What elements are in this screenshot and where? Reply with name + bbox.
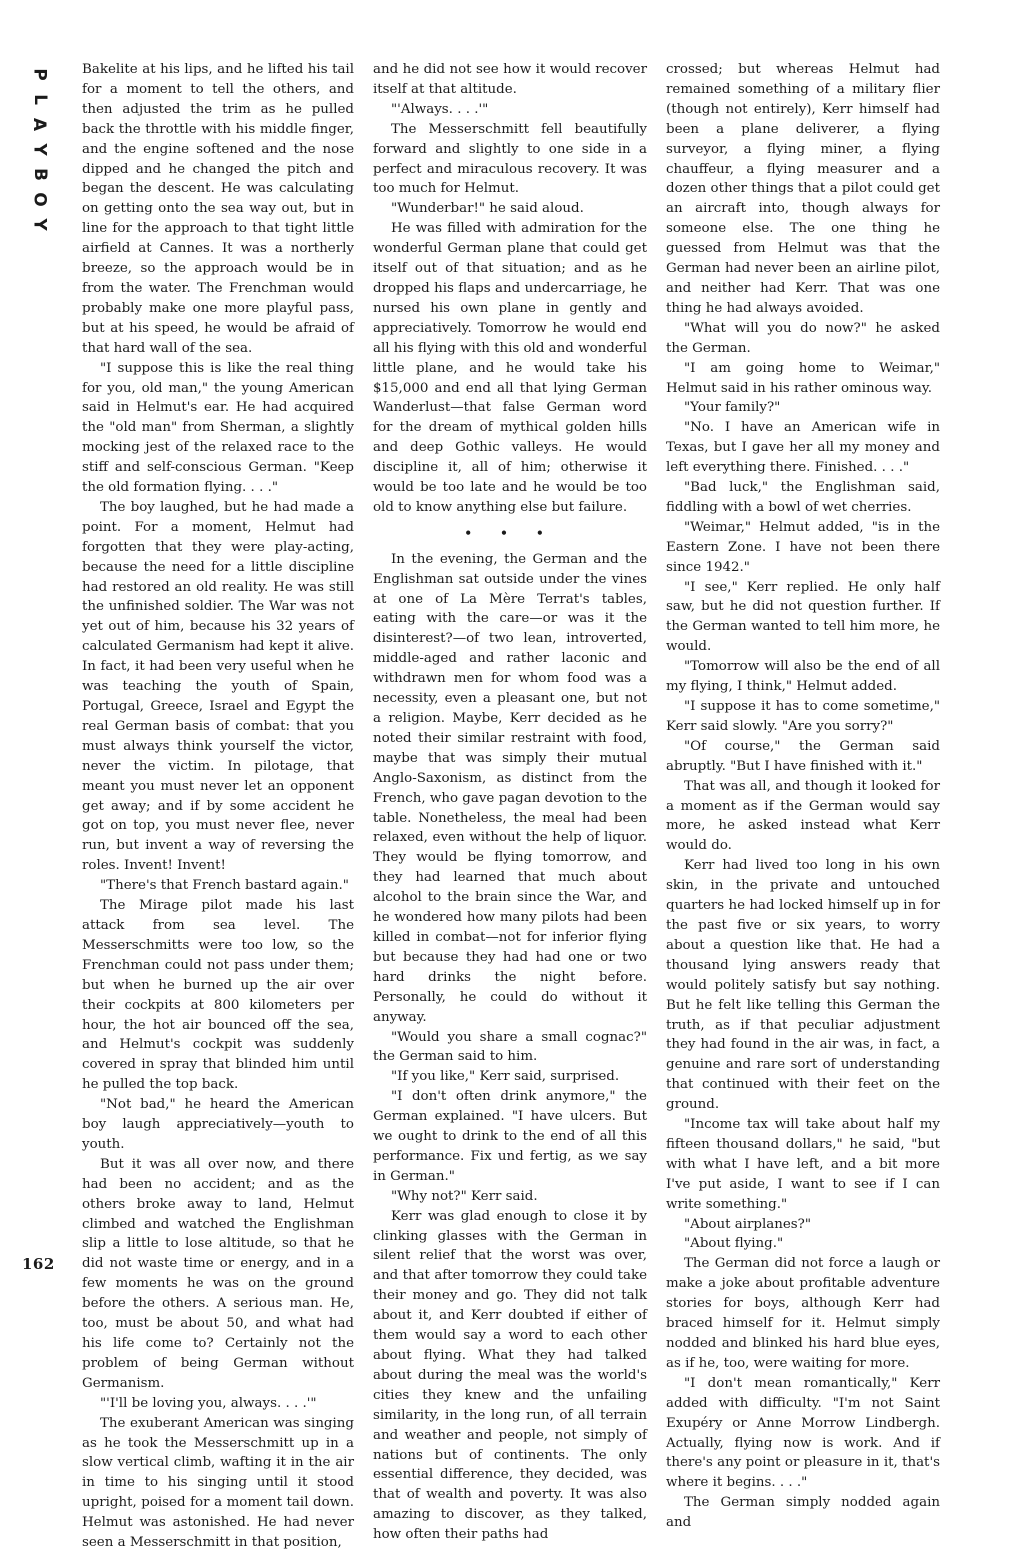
paragraph: "I am going home to Weimar," Helmut said in his rather ominous way. [666,360,940,396]
paragraph: In the evening, the German and the Englishman sat outside under the vines at one of La Mère Terrat's tables, eating with the care—or was it the disinterest?—of two lean, introverted, middle-aged and rather laconic and withdrawn men for whom food was a necessity, even a pleasant one, but not a religion. Maybe, Kerr decided as he noted their similar restraint with food, maybe that was simply their mutual Anglo-Saxonism, as distinct from the French, who gave pagan devotion to the table. Nonetheless, the meal had been relaxed, even without the help of liquor. They would be flying tomorrow, and they had learned that much about alcohol to the brain since the War, and he wondered how many pilots had been killed in combat—not for inferior flying but because they had had one or two hard drinks the night before. Personally, he could do without it anyway. [373,551,647,1025]
paragraph: The Mirage pilot made his last attack from sea level. The Messerschmitts were too low, so the Frenchman could not pass under them; but when he burned up the air over their cockpits at 800 kilometers per hour, the hot air bounced off the sea, and Helmut's cockpit was suddenly covered in spray that blinded him until he pulled the top back. [82,898,354,1093]
section-break: • • • [464,525,556,540]
text-column-2 [373,60,648,1543]
paragraph: "Wunderbar!" he said aloud. [391,201,584,217]
magazine-masthead [28,62,50,237]
paragraph: "Income tax will take about half my fifteen thousand dollars," he said, "but with what I have left, and a bit more I've put aside, I want to see if I can write something." [666,1117,940,1212]
paragraph: Kerr was glad enough to close it by clinking glasses with the German in silent relief that the worst was over, and that after tomorrow they could take their money and go. They did not talk about it, and Kerr doubted if either of them would say a word to each other about flying. What they had talked about during the meal was the world's cities they knew and the unfailing similarity, in the long run, of all terrain and weather and people, not simply of nations but of continents. The only essential difference, they decided, was that of wealth and poverty. It was also amazing to discover, as they talked, how often their paths had [373,1208,647,1543]
masthead-letter: A [29,117,50,132]
paragraph: crossed; but whereas Helmut had remained something of a military flier (though not entirely), Kerr himself had been a plane deliverer, a flying surveyor, a flying miner, a flying chauffeur, a flying measurer and a dozen other things that a pilot could get an aircraft into, though always for someone else. The one thing he guessed from Helmut was that the German had never been an airline pilot, and neither had Kerr. That was one thing he had always avoided. [666,62,940,316]
masthead-letter: B [29,168,50,181]
paragraph: Bakelite at his lips, and he lifted his tail for a moment to tell the others, and then adjusted the trim as he pulled back the throttle with his middle finger, and the engine softened and the nose dipped and he changed the pitch and began the descent. He was calculating on getting onto the sea way out, but in line for the approach to that tight little airfield at Cannes. It was a northerly breeze, so the approach would be in from the water. The Frenchman would probably make one more playful pass, but at his speed, he would be afraid of that hard wall of the sea. [82,62,354,356]
paragraph: "I don't mean romantically," Kerr added with difficulty. "I'm not Saint Exupéry or Anne Morrow Lindbergh. Actually, flying now is work. And if there's any point or pleasure in it, that's where it begins. . . ." [666,1375,940,1491]
masthead-letter: L [29,94,50,105]
paragraph: "No. I have an American wife in Texas, but I gave her all my money and left everything there. Finished. . . ." [666,420,940,476]
paragraph: "Why not?" Kerr said. [391,1188,538,1204]
text-column-3 [666,60,940,1531]
paragraph: Kerr had lived too long in his own skin, in the private and untouched quarters he had locked himself up in for the past five or six years, to worry about a question like that. He had a thousand lying answers ready that would politely satisfy but say nothing. But he felt like telling this German the truth, as if that peculiar adjustment they had found in the air was, in fact, a genuine and rare sort of understanding that continued with their feet on the ground. [666,858,940,1113]
paragraph: "Your family?" [684,400,781,416]
paragraph: "'I'll be loving you, always. . . .'" [100,1395,317,1411]
page-number: 162 [22,1255,55,1273]
text-column-1 [82,60,354,1551]
paragraph: "There's that French bastard again." [100,878,349,894]
paragraph: "About flying." [684,1236,784,1252]
paragraph: The German did not force a laugh or make a joke about profitable adventure stories for boys, although Kerr had braced himself for it. Helmut simply nodded and blinked his hard blue eyes, as if he, too, were waiting for more. [666,1256,940,1371]
paragraph: "Bad luck," the Englishman said, fiddling with a bowl of wet cherries. [666,480,940,515]
paragraph: "Weimar," Helmut added, "is in the Eastern Zone. I have not been there since 1942." [666,519,940,575]
paragraph: "What will you do now?" he asked the German. [666,320,940,356]
paragraph: He was filled with admiration for the wonderful German plane that could get itself out of that situation; and as he dropped his flaps and undercarriage, he nursed his own plane in gently and appreciatively. Tomorrow he would end all his flying with this old and wonderful little plane, and he would take his $15,000 and end all that lying German Wanderlust—that false German word for the dream of mythical golden hills and deep Gothic valleys. He would discipline it, all of him; otherwise it would be too late and he would be too old to know anything else but failure. [373,221,648,515]
paragraph: "I suppose this is like the real thing for you, old man," the young American said in Helmut's ear. He had acquired the "old man" from Sherman, a slightly mocking jest of the relaxed race to the stiff and self-conscious German. "Keep the old formation flying. . . ." [82,360,354,496]
paragraph: The Messerschmitt fell beautifully forward and slightly to one side in a perfect and miraculous recovery. It was too much for Helmut. [373,121,647,197]
paragraph: "About airplanes?" [684,1216,811,1232]
paragraph: "Not bad," he heard the American boy laugh appreciatively—youth to youth. [82,1097,354,1152]
paragraph: "I don't often drink anymore," the German explained. "I have ulcers. But we ought to drink to the end of all this performance. Fix und fertig, as we say in German." [373,1089,647,1184]
paragraph: The exuberant American was singing as he took the Messerschmitt up in a slow vertical climb, wafting it in the air in time to his singing until it stood upright, poised for a moment tail down. Helmut was astonished. He had never seen a Messerschmitt in that position, [82,1415,354,1551]
paragraph: "I suppose it has to come sometime," Kerr said slowly. "Are you sorry?" [666,699,940,734]
paragraph: But it was all over now, and there had been no accident; and as the others broke away to land, Helmut climbed and watched the Englishman slip a little to lose altitude, so that he did not waste time or energy, and in a few moments he was on the ground before the others. A serious man. He, too, must be about 50, and what had his life come to? Certainly not the problem of being German without Germanism. [82,1156,354,1391]
paragraph: The German simply nodded again and [666,1495,940,1531]
paragraph: The boy laughed, but he had made a point. For a moment, Helmut had forgotten that they were play-acting, because the need for a little discipline had restored an old reality. He was still the unfinished soldier. The War was not yet out of him, because his 32 years of calculated Germanism had kept it alive. In fact, it had been very useful when he was teaching the youth of Spain, Portugal, Greece, Israel and Egypt the real German basis of combat: that you must always think yourself the victor, never the victim. In pilotage, that meant you must never let an opponent get away; and if by some accident he got on top, you must never flee, never run, but invent a way of reversing the roles. Invent! Invent! [82,499,354,874]
paragraph: and he did not see how it would recover itself at that altitude. [373,62,647,97]
masthead-letter: O [29,192,50,207]
paragraph: That was all, and though it looked for a moment as if the German would say more, he asked instead what Kerr would do. [666,778,940,854]
masthead-letter: Y [29,218,50,231]
masthead-letter: P [29,68,50,81]
paragraph: "If you like," Kerr said, surprised. [391,1069,620,1085]
paragraph: "Tomorrow will also be the end of all my flying, I think," Helmut added. [666,659,940,695]
paragraph: "Of course," the German said abruptly. "But I have finished with it." [666,738,940,774]
paragraph: "Would you share a small cognac?" the German said to him. [373,1029,647,1065]
paragraph: "'Always. . . .'" [391,101,489,117]
paragraph: "I see," Kerr replied. He only half saw, but he did not question further. If the German wanted to tell him more, he would. [666,579,940,655]
masthead-letter: Y [29,143,50,156]
